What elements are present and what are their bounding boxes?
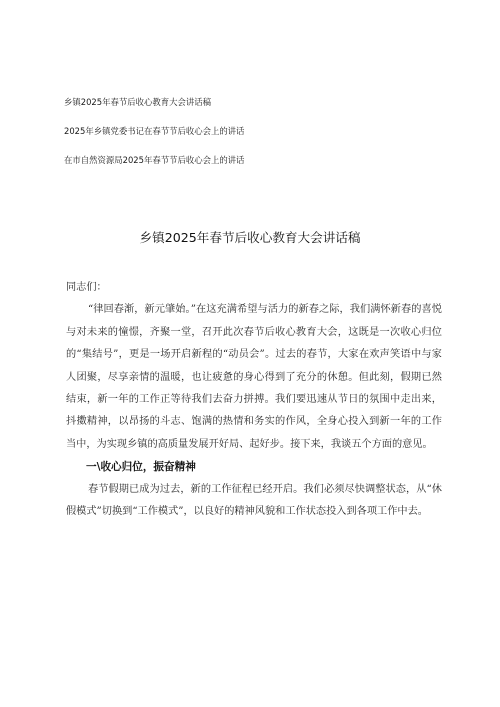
- paragraph: “律回春渐，新元肇始。”在这充满希望与活力的新春之际，我们满怀新春的喜悦与对未来的憧憬，齐聚一堂，召开此次春节后收心教育大会，这既是一次收心归位的“集结号”，更是一场开启新程的“动员会”。过去的春节，大家在欢声笑语中与家人团聚，尽享亲情的温暖，也让疲惫的身心得到了充分的休憩。但此刻，假期已然结束，新一年的工作正等待我们去奋力拼搏。我们要迅速从节日的氛围中走出来，抖擞精神，以昂扬的斗志、饱满的热情和务实的作风，全身心投入到新一年的工作当中，为实现乡镇的高质量发展开好局、起好步。接下来，我谈五个方面的意见。: [66, 304, 442, 450]
- paragraph: 春节假期已成为过去，新的工作征程已经开启。我们必须尽快调整状态，从“休假模式”切换到“工作模式”，以良好的精神风貌和工作状态投入到各项工作中去。: [66, 483, 442, 518]
- document-body: [66, 277, 442, 523]
- toc-item[interactable]: 2025年乡镇党委书记在春节节后收心会上的讲话: [64, 126, 245, 136]
- toc-item[interactable]: 乡镇2025年春节后收心教育大会讲话稿: [64, 97, 211, 107]
- salutation: 同志们：: [66, 282, 107, 293]
- toc-item[interactable]: 在市自然资源局2025年春节节后收心会上的讲话: [64, 155, 245, 165]
- section-heading: 一\收心归位，振奋精神: [86, 461, 196, 474]
- document-title: 乡镇2025年春节后收心教育大会讲话稿: [139, 230, 361, 245]
- table-of-contents: [64, 96, 444, 183]
